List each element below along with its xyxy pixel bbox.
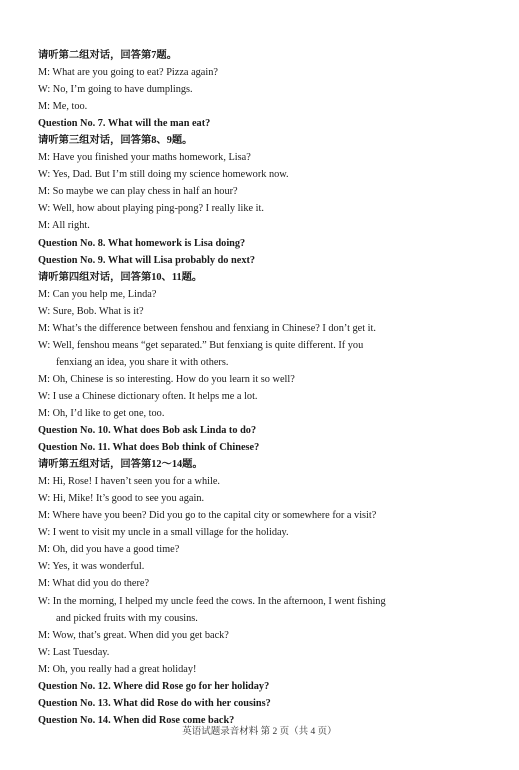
dialogue-line-continuation: fenxiang an idea, you share it with others. — [56, 356, 229, 368]
dialogue-line: M: Oh, you really had a great holiday! — [38, 663, 197, 675]
question-line: Question No. 7. What will the man eat? — [38, 118, 211, 130]
dialogue-line: W: No, I’m going to have dumplings. — [38, 84, 193, 96]
section-heading: 请听第五组对话，回答第12～14题。 — [38, 459, 203, 471]
dialogue-line: M: Oh, Chinese is so interesting. How do you learn it so well? — [38, 373, 295, 385]
question-line: Question No. 10. What does Bob ask Linda to do? — [38, 425, 257, 437]
question-line: Question No. 11. What does Bob think of Chinese? — [38, 442, 260, 454]
dialogue-line: M: Have you finished your maths homework, Lisa? — [38, 152, 251, 164]
question-line: Question No. 14. When did Rose come back? — [38, 714, 235, 726]
dialogue-line: M: Oh, I’d like to get one, too. — [38, 407, 165, 419]
dialogue-line: M: Can you help me, Linda? — [38, 288, 157, 300]
page-footer: 英语试题录音材料 第 2 页（共 4 页） — [182, 727, 337, 737]
section-heading: 请听第四组对话，回答第10、11题。 — [38, 271, 203, 283]
dialogue-line: M: What did you do there? — [38, 578, 150, 590]
dialogue-line: W: Well, how about playing ping-pong? I really like it. — [38, 203, 264, 215]
dialogue-line: W: Yes, it was wonderful. — [38, 561, 145, 573]
section-heading: 请听第三组对话，回答第8、9题。 — [38, 135, 193, 147]
section-heading: 请听第二组对话，回答第7题。 — [38, 50, 178, 61]
dialogue-line: M: So maybe we can play chess in half an hour? — [38, 186, 238, 198]
dialogue-line: W: I use a Chinese dictionary often. It helps me a lot. — [38, 390, 258, 402]
dialogue-line: M: What are you going to eat? Pizza again? — [38, 67, 218, 79]
dialogue-line: W: In the morning, I helped my uncle feed the cows. In the afternoon, I went fishing — [38, 595, 386, 607]
dialogue-line-continuation: and picked fruits with my cousins. — [56, 612, 198, 624]
dialogue-line: M: All right. — [38, 220, 90, 232]
dialogue-line: W: I went to visit my uncle in a small village for the holiday. — [38, 527, 289, 539]
dialogue-line: M: Hi, Rose! I haven’t seen you for a while. — [38, 476, 220, 488]
question-line: Question No. 8. What homework is Lisa doing? — [38, 237, 246, 249]
question-line: Question No. 9. What will Lisa probably do next? — [38, 254, 256, 266]
dialogue-line: W: Last Tuesday. — [38, 646, 110, 658]
dialogue-line: W: Hi, Mike! It’s good to see you again. — [38, 493, 205, 505]
question-line: Question No. 12. Where did Rose go for her holiday? — [38, 680, 270, 692]
dialogue-line: M: What’s the difference between fenshou and fenxiang in Chinese? I don’t get it. — [38, 322, 376, 334]
dialogue-line: W: Sure, Bob. What is it? — [38, 305, 144, 317]
dialogue-line: W: Yes, Dad. But I’m still doing my science homework now. — [38, 169, 289, 181]
transcript-body — [38, 47, 458, 729]
dialogue-line: M: Oh, did you have a good time? — [38, 544, 180, 556]
dialogue-line: M: Where have you been? Did you go to the capital city or somewhere for a visit? — [38, 510, 377, 522]
dialogue-line: M: Me, too. — [38, 101, 88, 113]
dialogue-line: W: Well, fenshou means “get separated.” But fenxiang is quite different. If you — [38, 339, 364, 351]
question-line: Question No. 13. What did Rose do with her cousins? — [38, 697, 271, 709]
dialogue-line: M: Wow, that’s great. When did you get back? — [38, 629, 229, 641]
